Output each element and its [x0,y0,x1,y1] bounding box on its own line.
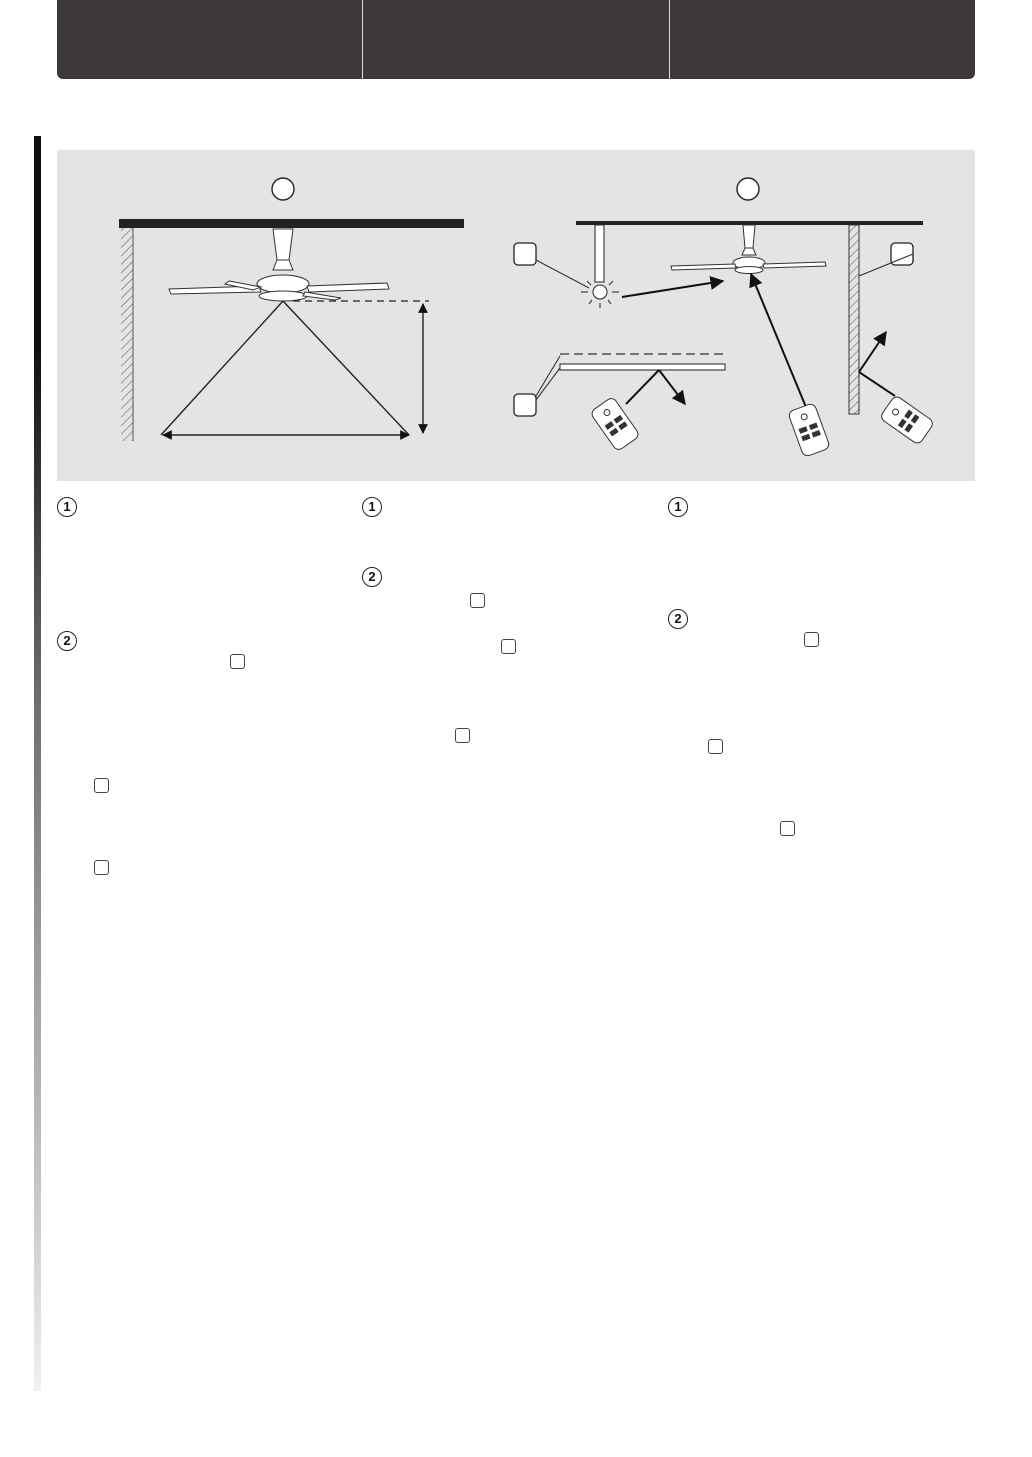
header-column-3 [670,0,975,79]
step-number-1: 1 [57,497,77,517]
text-column-2 [362,494,652,894]
wall-hatch-left [121,228,133,441]
reference-box [708,739,723,754]
reference-box [501,639,516,654]
step-number-1: 1 [668,497,688,517]
step-number-2: 2 [57,631,77,651]
side-gradient-rule [34,136,41,1391]
reference-box [804,632,819,647]
step-number-1: 1 [362,497,382,517]
panel-marker-left [272,178,294,200]
remote-control-3 [879,395,934,445]
reference-box [94,860,109,875]
reference-box [94,778,109,793]
header-column-2 [363,0,669,79]
remote-control-1 [590,396,640,451]
panel-marker-right [737,178,759,200]
fan-diagram [57,150,975,481]
ceiling-right [576,221,923,225]
light-fixture [581,225,619,308]
reference-box [470,593,485,608]
coverage-line-right [283,301,409,435]
header-column-1 [57,0,363,79]
ceiling-fan-right [671,225,826,274]
coverage-line-left [161,301,283,435]
text-column-1 [57,494,347,894]
installation-figure [57,150,975,481]
right-panel [514,178,935,457]
text-column-3 [668,494,958,894]
shelf-reflection-arrow [659,370,685,404]
left-panel [119,178,464,441]
step-number-2: 2 [668,609,688,629]
ceiling-left [119,219,464,228]
step-number-2: 2 [362,567,382,587]
remote-control-2 [788,403,831,458]
header-bar [57,0,975,79]
obstacle-shelf [560,364,725,370]
light-interference-arrow [622,281,723,297]
callout-box-obstacle [514,394,536,416]
wall-right [849,225,859,414]
ceiling-fan-left [169,229,389,301]
reference-box [230,654,245,669]
reference-box [455,728,470,743]
callout-box-light [514,243,536,265]
wall-reflection-arrow [859,332,886,372]
direct-signal-arrow [751,274,808,412]
reference-box [780,821,795,836]
